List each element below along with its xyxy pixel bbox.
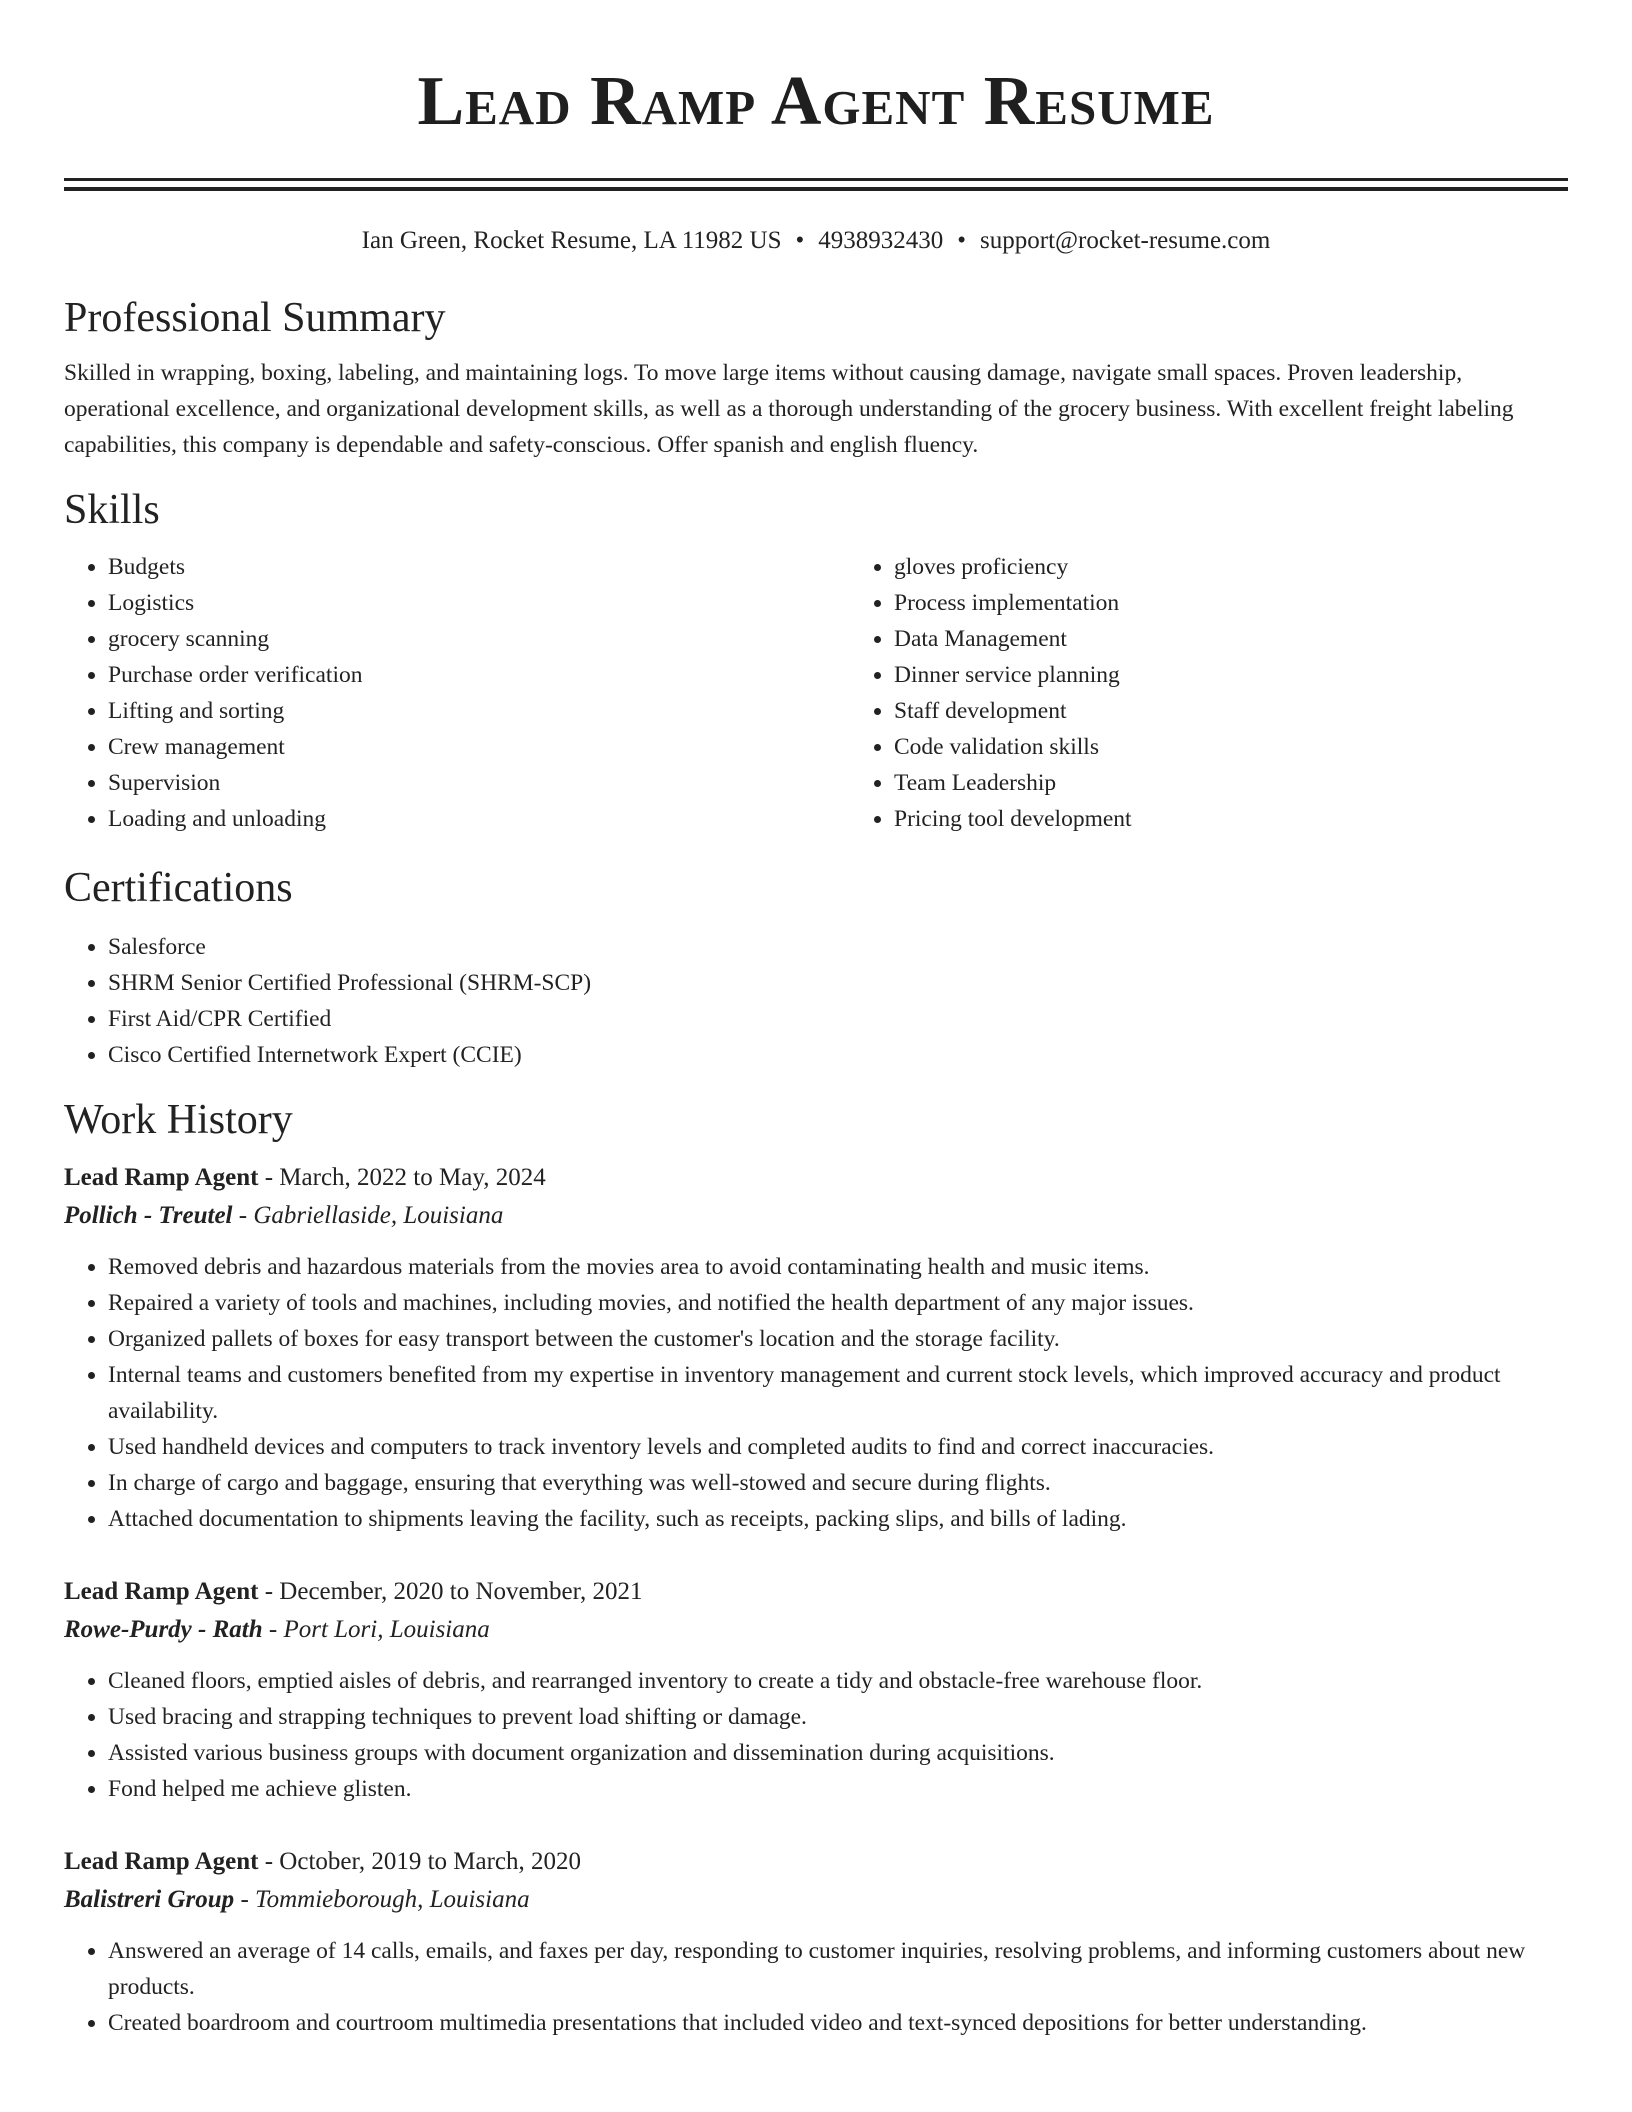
job-bullet: • Attached documentation to shipments leaving the facility, such as receipts, packing slips, and bills of lading.	[108, 1501, 1568, 1537]
skill-item: • Budgets	[108, 549, 850, 585]
job-bullet: • Repaired a variety of tools and machines, including movies, and notified the health department of any major issues.	[108, 1285, 1568, 1321]
skill-item: • Logistics	[108, 585, 850, 621]
job-bullet: • Created boardroom and courtroom multimedia presentations that included video and text-synced depositions for better understanding.	[108, 2005, 1568, 2041]
job-bullet: • Organized pallets of boxes for easy transport between the customer's location and the storage facility.	[108, 1321, 1568, 1357]
skill-item: • Dinner service planning	[894, 657, 1632, 693]
skill-item: • Staff development	[894, 693, 1632, 729]
job-company-line	[64, 1611, 1568, 1649]
work-history-heading: Work History	[64, 1097, 293, 1143]
job-company-line	[64, 1197, 1568, 1235]
skills-heading: Skills	[64, 487, 160, 533]
job-bullet: • In charge of cargo and baggage, ensuring that everything was well-stowed and secure during flights.	[108, 1465, 1568, 1501]
skill-item: • gloves proficiency	[894, 549, 1632, 585]
job-title-line	[64, 1573, 1568, 1611]
contact-separator: •	[795, 227, 805, 254]
job-company: Pollich - Treutel	[64, 1202, 233, 1229]
job-bullets	[64, 1249, 1568, 1537]
job-company: Balistreri Group	[64, 1886, 235, 1913]
job-bullet: • Internal teams and customers benefited from my expertise in inventory management and current stock levels, which improved accuracy and product availability.	[108, 1357, 1568, 1429]
skill-item: • Loading and unloading	[108, 801, 850, 837]
job-entry	[64, 1573, 1568, 1807]
skill-item: • Code validation skills	[894, 729, 1632, 765]
skill-item: • Team Leadership	[894, 765, 1632, 801]
title-divider-thin	[64, 178, 1568, 181]
job-bullets	[64, 1933, 1568, 2041]
job-bullet: • Fond helped me achieve glisten.	[108, 1771, 1568, 1807]
job-dash: -	[238, 1202, 248, 1229]
job-bullet: • Used handheld devices and computers to track inventory levels and completed audits to find and correct inaccuracies.	[108, 1429, 1568, 1465]
certification-item: • Cisco Certified Internetwork Expert (CCIE)	[108, 1037, 1568, 1073]
job-role: Lead Ramp Agent	[64, 1164, 259, 1191]
job-role: Lead Ramp Agent	[64, 1578, 259, 1605]
contact-separator: •	[957, 227, 967, 254]
skills-list-left	[64, 549, 850, 837]
skill-item: • Data Management	[894, 621, 1632, 657]
job-title-line	[64, 1843, 1568, 1881]
job-dash: -	[240, 1886, 249, 1913]
certification-item: • First Aid/CPR Certified	[108, 1001, 1568, 1037]
certification-item: • Salesforce	[108, 929, 1568, 965]
skill-item: • Crew management	[108, 729, 850, 765]
contact-email: support@rocket-resume.com	[980, 227, 1271, 254]
contact-phone: 4938932430	[818, 227, 944, 254]
skills-list-right	[850, 549, 1632, 837]
resume-title: Lead Ramp Agent Resume	[417, 63, 1215, 140]
contact-address: Ian Green, Rocket Resume, LA 11982 US	[361, 227, 782, 254]
skill-item: • Supervision	[108, 765, 850, 801]
job-entry	[64, 1159, 1568, 1537]
job-bullets	[64, 1663, 1568, 1807]
job-dates: March, 2022 to May, 2024	[279, 1164, 546, 1191]
job-dates: October, 2019 to March, 2020	[279, 1848, 582, 1875]
job-bullet: • Removed debris and hazardous materials from the movies area to avoid contaminating health and music items.	[108, 1249, 1568, 1285]
skill-item: • Pricing tool development	[894, 801, 1632, 837]
certifications-heading: Certifications	[64, 865, 293, 911]
job-bullet: • Cleaned floors, emptied aisles of debris, and rearranged inventory to create a tidy and obstacle-free warehouse floor.	[108, 1663, 1568, 1699]
skill-item: • Lifting and sorting	[108, 693, 850, 729]
job-role: Lead Ramp Agent	[64, 1848, 259, 1875]
contact-line	[64, 225, 1568, 257]
job-dash: -	[264, 1578, 274, 1605]
job-company: Rowe-Purdy - Rath	[64, 1616, 263, 1643]
job-dates: December, 2020 to November, 2021	[279, 1578, 643, 1605]
job-location: Port Lori, Louisiana	[283, 1616, 490, 1643]
job-location: Gabriellaside, Louisiana	[253, 1202, 504, 1229]
skill-item: • Purchase order verification	[108, 657, 850, 693]
job-title-line	[64, 1159, 1568, 1197]
certifications-list	[64, 929, 1568, 1073]
job-dash: -	[264, 1164, 274, 1191]
job-dash: -	[268, 1616, 278, 1643]
summary-text: Skilled in wrapping, boxing, labeling, and maintaining logs. To move large items without causing damage, navigate small spaces. Proven leadership, operational excellence, and organizational development skills, as well as a thorough understanding of the grocery business. With excellent freight labeling capabilities, this company is dependable and safety-conscious. Offer spanish and english fluency.	[64, 360, 1514, 458]
job-bullet: • Assisted various business groups with document organization and dissemination during acquisitions.	[108, 1735, 1568, 1771]
title-divider-thick	[64, 187, 1568, 191]
job-bullet: • Used bracing and strapping techniques to prevent load shifting or damage.	[108, 1699, 1568, 1735]
job-company-line	[64, 1881, 1568, 1919]
certification-item: • SHRM Senior Certified Professional (SHRM-SCP)	[108, 965, 1568, 1001]
skill-item: • Process implementation	[894, 585, 1632, 621]
job-bullet: • Answered an average of 14 calls, emails, and faxes per day, responding to customer inquiries, resolving problems, and informing customers about new products.	[108, 1933, 1568, 2005]
skill-item: • grocery scanning	[108, 621, 850, 657]
job-entry	[64, 1843, 1568, 2041]
summary-heading: Professional Summary	[64, 295, 446, 341]
skills-grid	[64, 549, 1568, 837]
job-location: Tommieborough, Louisiana	[255, 1886, 530, 1913]
job-dash: -	[264, 1848, 274, 1875]
